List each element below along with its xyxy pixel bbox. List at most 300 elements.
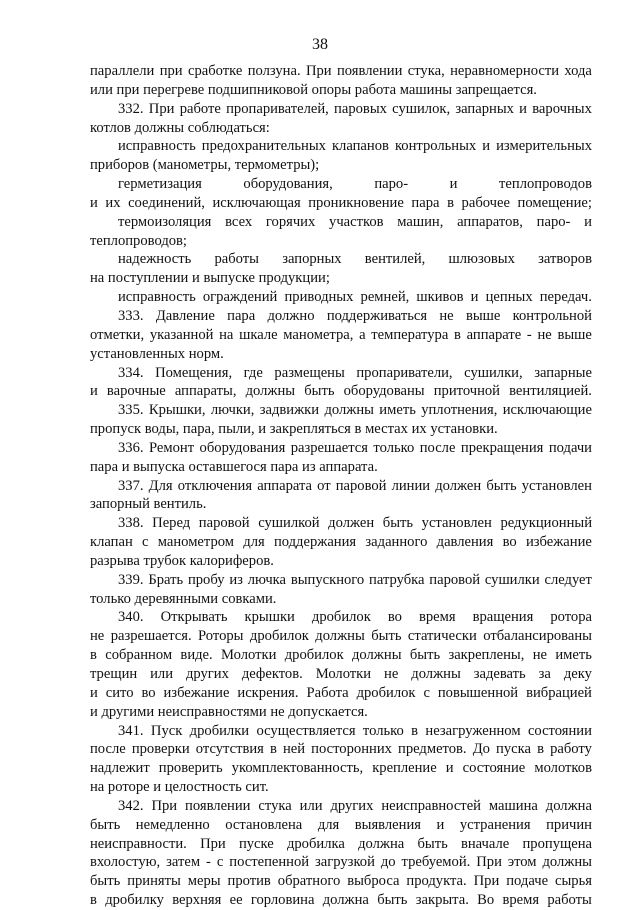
text-word: вхолостую, [90, 854, 161, 871]
text-word: паровой [429, 571, 481, 588]
text-word: клапанов [331, 138, 389, 155]
text-word: надежность [118, 251, 192, 268]
text-word: оборудованы [343, 383, 425, 400]
text-word: неисправностей [381, 797, 481, 814]
text-word: обратного [277, 873, 341, 890]
text-word: дробилки [189, 722, 250, 739]
text-word: пропаривателей, [226, 100, 329, 117]
text-word: паровых [334, 100, 387, 117]
text-word: предметов. [398, 741, 467, 758]
text-word: контрольной [512, 307, 592, 324]
text-word: При [476, 854, 502, 871]
text-word: должны [542, 854, 592, 871]
text-word: При [200, 835, 226, 852]
text-word: паро- [536, 213, 571, 230]
text-word: установлен [521, 477, 592, 494]
text-line: разрыва трубок калориферов. [90, 552, 274, 569]
text-word: ползуна. [247, 63, 301, 79]
text-word: шлюзовых [448, 251, 515, 268]
text-word: дробилок [284, 647, 344, 664]
text-word: время [418, 609, 456, 626]
text-word: и [436, 816, 445, 833]
text-word: иметь [555, 647, 592, 664]
text-word: и [445, 760, 454, 777]
text-word: поддержания [273, 534, 357, 551]
text-word: требуемой. [401, 854, 471, 871]
text-word: патрубка [369, 571, 425, 588]
text-word: машин, [397, 213, 444, 230]
text-word: лючки, [210, 402, 255, 419]
text-word: и [470, 289, 479, 306]
text-word: должны [245, 383, 296, 400]
text-line [90, 891, 592, 910]
text-word: При [473, 873, 500, 890]
text-word: соединений, [128, 194, 205, 211]
text-line [90, 137, 592, 156]
text-word: собранном [105, 647, 173, 664]
text-word: или [299, 797, 323, 814]
text-word: избежание [163, 684, 230, 701]
text-line: и другими неисправностями не допускается. [90, 703, 368, 720]
text-word: Помещения, [155, 364, 233, 381]
text-word: 332. [118, 100, 144, 117]
text-word: 335. [118, 402, 144, 419]
text-word: закрыта. [415, 892, 469, 909]
text-word: против [227, 873, 271, 890]
text-word: выше [465, 307, 501, 324]
text-line: или при перегреве подшипниковой опоры работа машины запрещается. [90, 81, 537, 98]
text-line [90, 571, 592, 590]
text-word: для [317, 816, 340, 833]
text-line [90, 684, 592, 703]
text-word: быть [486, 477, 517, 494]
text-word: 338. [118, 515, 144, 532]
text-word: за [538, 666, 551, 682]
text-line [90, 514, 592, 533]
text-word: цепных [485, 289, 533, 306]
text-word: в [411, 722, 419, 739]
text-word: и [90, 684, 98, 701]
text-word: хода [564, 63, 592, 79]
text-word: проверить [158, 760, 223, 777]
text-line [90, 627, 592, 646]
text-line [90, 853, 592, 872]
text-word: крышки [244, 609, 295, 626]
text-word: пропущена [522, 835, 592, 852]
text-word: отбалансированы [483, 628, 592, 645]
text-line [90, 307, 592, 326]
text-word: должен [435, 477, 482, 494]
text-word: должна [358, 835, 405, 852]
text-word: на [219, 326, 234, 343]
text-word: установлен [421, 515, 492, 532]
text-line: котлов должны соблюдаться: [90, 119, 270, 136]
page-number: 38 [312, 36, 328, 53]
text-word: 334. [118, 364, 144, 381]
text-word: дробилок [249, 628, 309, 645]
text-word: термоизоляция [118, 213, 212, 230]
text-word: до [380, 854, 396, 871]
text-word: закреплены, [448, 647, 525, 664]
text-word: паро- [374, 176, 409, 193]
text-word: пуска [496, 741, 531, 758]
text-word: и [584, 213, 592, 230]
text-word: при [159, 63, 183, 79]
text-word: прекращения [460, 439, 544, 456]
text-line [90, 608, 592, 627]
text-word: паровой [198, 515, 250, 532]
text-line: только деревянными совками. [90, 590, 277, 607]
text-word: быть [90, 816, 121, 833]
text-word: должны [324, 402, 374, 419]
text-line [90, 401, 592, 420]
text-word: подачи [548, 439, 592, 456]
text-word: только [362, 722, 404, 739]
text-word: быть [371, 628, 402, 645]
text-word: с [423, 684, 430, 701]
text-word: всех [225, 213, 253, 230]
text-word: манометром [157, 534, 235, 551]
document-body [90, 62, 592, 910]
text-word: быть [90, 873, 121, 890]
text-word: вентилей, [364, 251, 426, 268]
text-word: отсутствия [195, 741, 264, 758]
text-word: - [526, 326, 532, 343]
text-word: дробилка [286, 835, 345, 852]
text-word: Открывать [160, 609, 228, 626]
text-word: дефектов. [241, 666, 303, 682]
text-word: где [243, 364, 263, 381]
text-word: сырья [554, 873, 592, 890]
text-word: молотков [534, 760, 592, 777]
text-word: Работа [306, 684, 349, 701]
text-word: выпускного [290, 571, 365, 588]
text-word: постепенной [229, 854, 310, 871]
text-word: неравномерности [450, 63, 560, 79]
text-word: статически [407, 628, 477, 645]
text-word: должен [328, 515, 375, 532]
text-word: пуске [238, 835, 274, 852]
text-word: ее [229, 892, 243, 909]
text-word: аппаратов, [457, 213, 523, 230]
text-word: - [206, 854, 211, 871]
text-line: на поступлении и выпуске продукции; [90, 270, 330, 287]
text-word: работы [547, 892, 592, 909]
text-word: других [330, 797, 374, 814]
text-word: 340. [118, 609, 144, 626]
text-word: не [384, 666, 399, 682]
text-word: и [449, 176, 458, 193]
text-line [90, 533, 592, 552]
text-word: линии [391, 477, 431, 494]
text-word: исправность [118, 289, 196, 306]
text-word: должна [545, 797, 592, 814]
text-line [90, 213, 592, 232]
text-word: проверки [131, 741, 190, 758]
text-word: иметь [379, 402, 416, 419]
text-word: время [502, 892, 540, 909]
text-word: вибрацией [526, 684, 592, 701]
text-word: этом [507, 854, 537, 871]
text-word: для [243, 534, 265, 551]
text-word: отметки, [90, 326, 145, 343]
text-word: выявления [354, 816, 421, 833]
text-word: и [482, 138, 491, 155]
text-word: от [317, 477, 331, 494]
text-word: Крышки, [148, 402, 206, 419]
text-line: запорный вентиль. [90, 496, 207, 513]
text-word: ней [282, 741, 306, 758]
text-word: Молотки [315, 666, 372, 682]
text-word: поддерживаться [326, 307, 428, 324]
text-word: быть [304, 383, 335, 400]
text-line [90, 665, 592, 684]
text-line: установленных норм. [90, 345, 224, 362]
text-word: не [532, 647, 548, 664]
text-word: в [447, 194, 454, 211]
text-word: не [537, 326, 552, 343]
text-word: проникновение [308, 194, 404, 211]
text-word: герметизация [118, 176, 202, 193]
text-word: Пуск [150, 722, 183, 739]
text-word: вращения [472, 609, 534, 626]
text-line [90, 100, 592, 119]
text-word: пара [411, 194, 440, 211]
text-word: указанной [149, 326, 214, 343]
text-word: других [185, 666, 229, 682]
text-word: При [305, 63, 332, 79]
text-line [90, 326, 592, 345]
text-word: повышенной [437, 684, 519, 701]
text-word: из [229, 571, 243, 588]
text-word: редукционный [500, 515, 592, 532]
text-word: должны [315, 628, 365, 645]
text-word: в [537, 741, 544, 758]
text-word: запарные [534, 364, 592, 381]
text-word: быть [382, 515, 414, 532]
text-word: остановлена [225, 816, 303, 833]
text-word: запарных [455, 100, 514, 117]
text-word: 333. [118, 307, 144, 324]
text-word: состоянии [527, 722, 592, 739]
text-word: должны [411, 666, 461, 682]
text-word: после [419, 439, 456, 456]
text-word: аппарата [257, 477, 312, 494]
text-word: не [90, 628, 105, 645]
text-word: в [269, 741, 277, 758]
text-word: задвижки [259, 402, 320, 419]
text-word: исправность [118, 138, 196, 155]
text-word: ротора [550, 609, 592, 626]
text-word: с [142, 534, 149, 551]
text-line [90, 872, 592, 891]
text-word: предохранительных [201, 138, 326, 155]
text-word: клапан [90, 534, 133, 551]
text-line [90, 816, 592, 835]
text-word: появлении [185, 797, 251, 814]
text-word: исключающая [212, 194, 301, 211]
text-word: Ремонт [148, 439, 195, 456]
text-word: 336. [118, 439, 144, 456]
text-word: паровой [335, 477, 387, 494]
text-word: вначале [460, 835, 510, 852]
text-line [90, 477, 592, 496]
text-word: в [90, 892, 97, 909]
text-word: выброса [347, 873, 400, 890]
text-word: подаче [506, 873, 549, 890]
text-word: неисправности. [90, 835, 187, 852]
text-word: устранения [459, 816, 531, 833]
text-word: оборудования, [243, 176, 333, 193]
text-word: контрольных [394, 138, 477, 155]
text-word: и [519, 100, 527, 117]
text-word: во [502, 534, 517, 551]
text-line: теплопроводов; [90, 232, 187, 249]
text-word: аппараты, [174, 383, 237, 400]
text-word: пропариватели, [356, 364, 453, 381]
text-line [90, 722, 592, 741]
text-word: должны [352, 647, 402, 664]
text-word: дробилку [105, 892, 164, 909]
text-word: 342. [118, 797, 144, 814]
text-word: посторонних [311, 741, 392, 758]
text-word: Для [148, 477, 173, 494]
text-line: на роторе и целостность сит. [90, 779, 269, 796]
text-word: ремней, [360, 289, 410, 306]
text-word: работу [550, 741, 592, 758]
text-word: незагруженном [425, 722, 521, 739]
text-word: немедленно [135, 816, 210, 833]
text-word: варочных [532, 100, 592, 117]
text-word: избежание [525, 534, 592, 551]
text-word: осуществляется [256, 722, 356, 739]
text-line [90, 835, 592, 854]
text-word: состояние [462, 760, 526, 777]
text-line [90, 175, 592, 194]
text-word: теплопроводов [499, 176, 592, 193]
text-word: При [148, 100, 175, 117]
text-word: варочные [106, 383, 166, 400]
text-word: появлении [336, 63, 403, 79]
text-word: работе [179, 100, 221, 117]
text-word: выше [557, 326, 592, 343]
text-word: после [90, 741, 126, 758]
text-word: измерительных [496, 138, 592, 155]
text-word: пробу [187, 571, 225, 588]
text-word: деку [563, 666, 592, 682]
text-word: температура [371, 326, 449, 343]
text-word: участков [329, 213, 384, 230]
text-word: а [359, 326, 366, 343]
text-word: должно [267, 307, 315, 324]
text-line: пропуск воды, пара, пыли, и закрепляться в местах их установки. [90, 421, 498, 438]
text-word: вентиляцией. [509, 383, 592, 400]
text-word: давления [436, 534, 494, 551]
text-line [90, 364, 592, 383]
text-line [90, 759, 592, 778]
text-word: меры [187, 873, 221, 890]
text-word: ограждений [202, 289, 278, 306]
text-word: следует [544, 571, 592, 588]
text-word: с [216, 854, 224, 871]
text-word: приточной [433, 383, 500, 400]
text-line [90, 646, 592, 665]
text-word: шкивов [416, 289, 464, 306]
text-word: в [90, 647, 97, 664]
text-word: размещены [274, 364, 345, 381]
text-word: параллели [90, 63, 155, 79]
text-word: Роторы [198, 628, 244, 645]
text-word: причин [546, 816, 592, 833]
text-line [90, 439, 592, 458]
text-word: искрения. [237, 684, 299, 701]
text-word: приводных [284, 289, 354, 306]
text-word: быть [409, 647, 441, 664]
text-word: виде. [180, 647, 213, 664]
text-word: сушилок, [392, 100, 451, 117]
text-word: 337. [118, 477, 144, 494]
text-word: затем [166, 854, 201, 871]
text-word: Молотки [221, 647, 277, 664]
text-word: быть [377, 892, 408, 909]
text-word: дробилок [311, 609, 371, 626]
text-word: 339. [118, 571, 144, 588]
text-word: укомплектованность, [231, 760, 364, 777]
text-word: только [373, 439, 415, 456]
text-word: пара [227, 307, 256, 324]
text-word: Давление [155, 307, 215, 324]
text-word: передач. [539, 289, 592, 306]
text-word: и [90, 194, 98, 211]
text-word: во [141, 684, 156, 701]
text-line: приборов (манометры, термометры); [90, 157, 320, 174]
text-line [90, 382, 592, 401]
text-word: аппарате [466, 326, 522, 343]
text-word: работы [214, 251, 259, 268]
text-word: и [90, 383, 98, 400]
text-word: уплотнения, [421, 402, 498, 419]
text-word: стука [258, 797, 292, 814]
text-word: Перед [152, 515, 191, 532]
text-word: рабочее [461, 194, 510, 211]
text-word: продукта. [406, 873, 467, 890]
text-word: или [150, 666, 174, 682]
text-word: Во [477, 892, 495, 909]
text-word: трещин [90, 666, 138, 682]
text-word: машина [488, 797, 538, 814]
text-word: в [454, 326, 461, 343]
text-word: сушилкой [258, 515, 320, 532]
text-word: дробилок [356, 684, 416, 701]
text-word: заданного [365, 534, 428, 551]
text-word: должна [322, 892, 369, 909]
text-word: сушилки [484, 571, 540, 588]
text-word: разрешается [290, 439, 368, 456]
text-word: горловина [250, 892, 315, 909]
text-word: верхняя [172, 892, 222, 909]
text-word: При [151, 797, 178, 814]
text-word: лючка [247, 571, 287, 588]
text-line [90, 797, 592, 816]
text-word: манометра, [283, 326, 354, 343]
text-word: оборудования [199, 439, 286, 456]
text-word: отключения [177, 477, 253, 494]
text-word: сработке [187, 63, 243, 79]
text-word: запорных [282, 251, 342, 268]
text-word: шкале [239, 326, 278, 343]
text-line [90, 62, 592, 81]
text-word: Брать [148, 571, 184, 588]
